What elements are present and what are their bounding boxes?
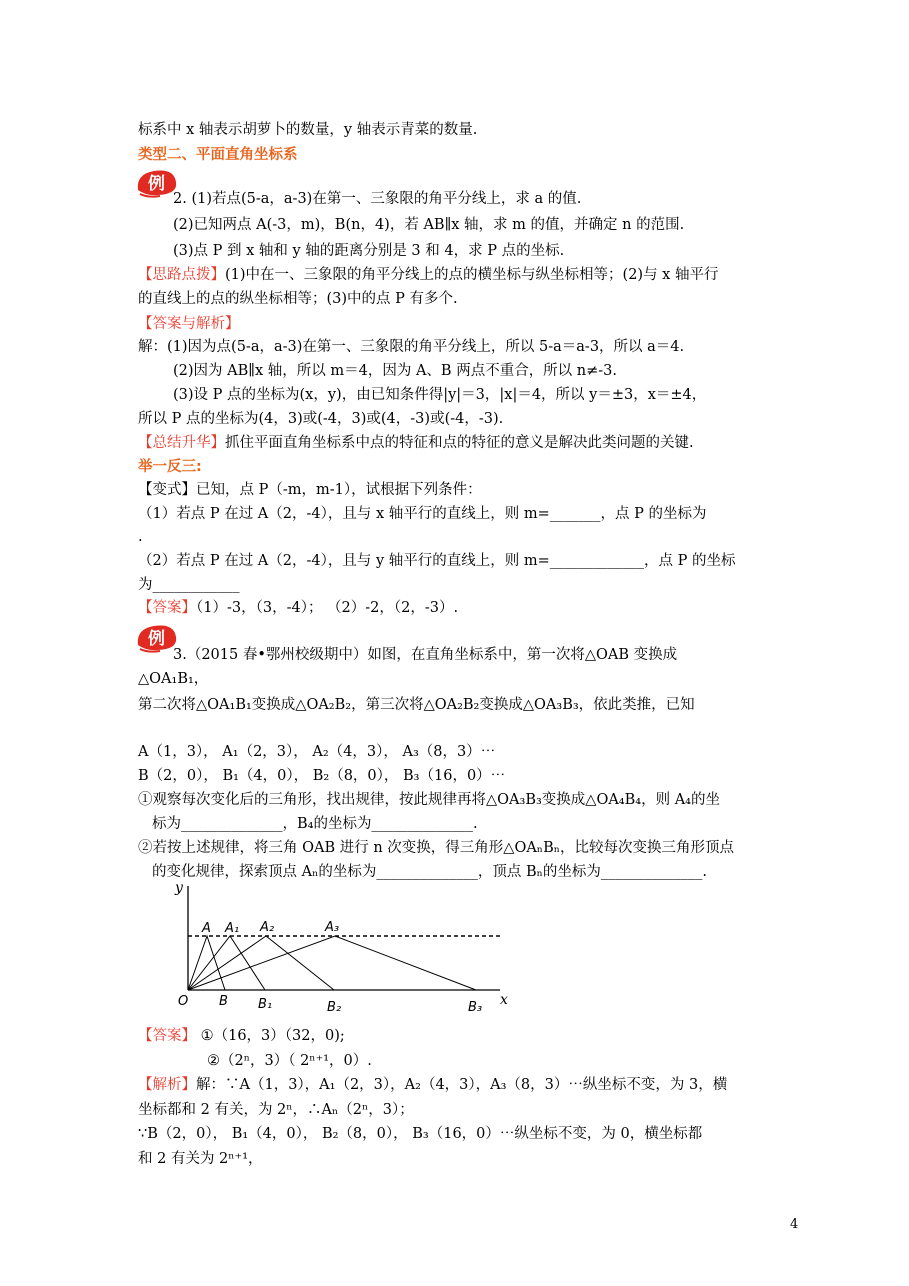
label-b: B [219,994,228,1009]
analysis-text: 解：∵A（1，3），A₁（2，3），A₂（4，3），A₃（8，3）⋯纵坐标不变，为 3，横 [196,1077,728,1093]
label-x: x [500,992,508,1008]
label-o: O [178,994,189,1009]
solution-line: (2)因为 AB∥x 轴，所以 m＝4，因为 A、B 两点不重合，所以 n≠-3. [173,363,618,379]
analysis-line: 和 2 有关为 2ⁿ⁺¹， [138,1151,263,1167]
example-badge-text: 例 [148,629,165,649]
hint-line [138,266,718,284]
text-line: 标系中 x 轴表示胡萝卜的数量，y 轴表示青菜的数量. [138,122,478,138]
answer-label: 【答案与解析】 [138,316,240,332]
variant-answer-line [138,599,458,617]
summary-label: 【总结升华】 [138,435,225,451]
question-line: 的变化规律，探索顶点 Aₙ的坐标为______________，顶点 Bₙ的坐标为______________. [152,864,707,880]
summary-line [138,434,694,452]
label-b2: B₂ [327,1000,342,1013]
question-line: △OA₁B₁， [138,671,209,687]
coordinates-a-line: A（1，3）， A₁（2，3）， A₂（4，3）， A₃（8，3）⋯ [138,744,496,760]
variant-answer-label: 【答案】 [138,600,196,616]
variant-line: （2）若点 P 在过 A（2，-4），且与 y 轴平行的直线上，则 m=_____________，点 P 的坐标 [138,553,736,569]
solution-line: 所以 P 点的坐标为(4，3)或(-4，3)或(4，-3)或(-4，-3). [138,411,504,427]
ju-yi-fan-san-label: 举一反三: [138,459,202,475]
variant-line: （1）若点 P 在过 A（2，-4），且与 x 轴平行的直线上，则 m=_______，点 P 的坐标为 [138,506,707,522]
label-b1: B₁ [258,997,273,1012]
question-line: ②若按上述规律，将三角 OAB 进行 n 次变换，得三角形△OAₙBₙ，比较每次变换三角形顶点 [138,840,734,856]
label-a1: A₁ [225,921,240,936]
label-a3: A₃ [325,920,340,935]
triangle-transform-figure [170,878,515,1013]
triangle-oa3b3 [188,936,476,990]
label-a2: A₂ [260,920,275,935]
variant-answer-text: （1）-3，（3，-4）； （2）-2，（2，-3）. [196,600,459,616]
question-line: 标为______________，B₄的坐标为______________. [152,816,478,832]
analysis-line: ∵B（2，0）， B₁（4，0）， B₂（8，0）， B₃（16，0）⋯纵坐标不变，为 0，横坐标都 [138,1126,703,1142]
answer3-text-1: ①（16，3）（32，0); [200,1028,345,1044]
hint-text: (1)中在一、三象限的角平分线上的点的横坐标与纵坐标相等；(2)与 x 轴平行 [225,267,719,283]
question-line: (3)点 P 到 x 轴和 y 轴的距离分别是 3 和 4，求 P 点的坐标. [173,243,565,259]
question-line: ①观察每次变化后的三角形，找出规律，按此规律再将△OA₃B₃变换成△OA₄B₄，则 A₄的坐 [138,792,720,808]
answer-line [138,1027,345,1045]
analysis-label: 【解析】 [138,1077,196,1093]
question-line: 2. (1)若点(5-a，a-3)在第一、三象限的角平分线上，求 a 的值. [173,191,582,207]
page-number: 4 [790,1217,799,1232]
coordinates-b-line: B（2，0）， B₁（4，0）， B₂（8，0）， B₃（16，0）⋯ [138,768,506,784]
variant-line: 为____________ [138,577,240,593]
answer3-label: 【答案】 [138,1028,196,1044]
label-b3: B₃ [468,1000,483,1013]
hint-label: 【思路点拨】 [138,267,225,283]
label-y: y [175,880,183,896]
question-line: 3.（2015 春•鄂州校级期中）如图，在直角坐标系中，第一次将△OAB 变换成 [173,647,678,663]
variant-line: . [138,529,143,545]
summary-text: 抓住平面直角坐标系中点的特征和点的特征的意义是解决此类问题的关键. [225,435,694,451]
analysis-line [138,1076,727,1094]
solution-line: 解：(1)因为点(5-a，a-3)在第一、三象限的角平分线上，所以 5-a＝a-3，所以 a＝4. [138,339,685,355]
example-badge-text: 例 [148,174,165,194]
hint-line-2: 的直线上的点的纵坐标相等；(3)中的点 P 有多个. [138,291,458,307]
answer-line: ②（2ⁿ，3）（ 2ⁿ⁺¹，0）. [207,1053,372,1069]
label-a: A [202,921,211,936]
question-line: 第二次将△OA₁B₁变换成△OA₂B₂，第三次将△OA₂B₂变换成△OA₃B₃，依此类推，已知 [138,697,695,713]
triangle-oab [188,936,225,990]
analysis-line: 坐标都和 2 有关，为 2ⁿ，∴Aₙ（2ⁿ，3）； [138,1102,414,1118]
solution-line: (3)设 P 点的坐标为(x，y)，由已知条件得|y|＝3，|x|＝4，所以 y＝±3，x＝±4， [173,387,707,403]
question-line: (2)已知两点 A(-3，m)，B(n，4)，若 AB∥x 轴，求 m 的值，并确定 n 的范围. [173,217,685,233]
variant-line: 【变式】已知，点 P（-m，m-1），试根据下列条件： [138,482,482,498]
section-title: 类型二、平面直角坐标系 [138,147,298,163]
